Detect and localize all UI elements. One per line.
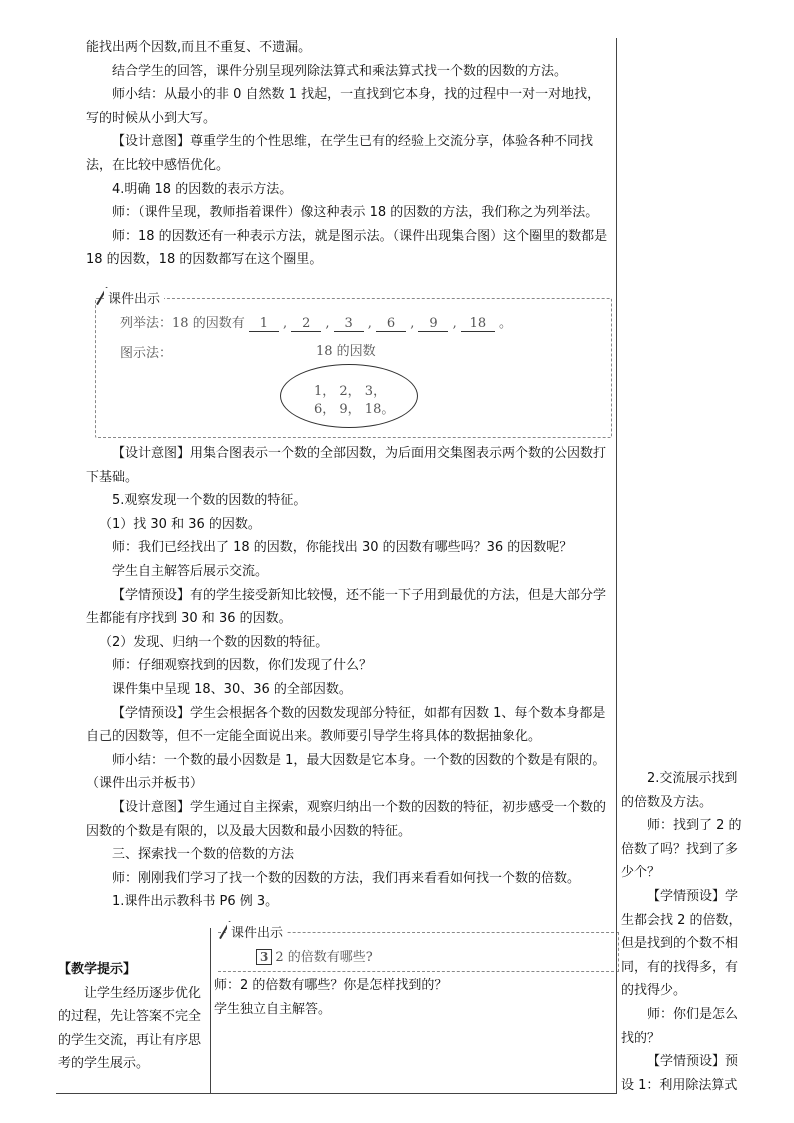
situation-preset: 【学情预设】有的学生接受新知比较慢，还不能一下子用到最优的方法，但是大部分学生都能有序找到 30 和 36 的因数。: [86, 587, 607, 627]
right-note: 【学情预设】预设 1：利用除法算式: [621, 1054, 739, 1093]
factor-blank: 18: [461, 316, 495, 332]
example-question-row: [256, 946, 373, 965]
teacher-summary: 师小结：一个数的最小因数是 1，最大因数是它本身。一个数的因数的个数是有限的。（课件出示并板书）: [86, 752, 606, 792]
diagram-method-label: 图示法：: [120, 346, 173, 361]
factor-blank: 9: [418, 316, 448, 332]
example-question: 2 的倍数有哪些?: [275, 950, 373, 965]
main-content-2: [86, 442, 612, 914]
set-values-2: 6， 9， 18。: [314, 402, 395, 417]
design-intent: 【设计意图】用集合图表示一个数的全部因数，为后面用交集图表示两个数的公因数打下基础。: [86, 446, 607, 485]
courseware-title: 课件出示: [104, 288, 164, 307]
bottom-rule: [56, 1093, 617, 1094]
teaching-tip-title: 【教学提示】: [58, 962, 137, 977]
sub-heading: （2）发现、归纳一个数的因数的特征。: [99, 634, 329, 650]
text-line: 师：仔细观察找到的因数，你们发现了什么？: [112, 658, 373, 674]
text-line: 学生自主解答后展示交流。: [112, 563, 269, 579]
factor-blank: 1: [249, 316, 279, 332]
text-line: 师：2 的倍数有哪些？你是怎样找到的？: [214, 978, 448, 993]
text-line: 能找出两个因数,而且不重复、不遗漏。: [86, 40, 312, 55]
teaching-tip: [58, 958, 208, 1076]
text-line: 学生独立自主解答。: [214, 1001, 332, 1017]
factor-blank: 6: [376, 316, 406, 332]
right-note: 师：你们是怎么找的？: [621, 1006, 739, 1046]
right-note: 【学情预设】学生都会找 2 的倍数，但是找到的个数不相同，有的找得多，有的找得少。: [621, 888, 742, 999]
text-line: 1.课件出示教科书 P6 例 3。: [112, 894, 279, 910]
right-note: 师：找到了 2 的倍数了吗？找到了多少个？: [621, 818, 742, 881]
text-line: 师小结：从最小的非 0 自然数 1 找起，一直找到它本身，找的过程中一对一对地找，写的时候从小到大写。: [86, 87, 601, 126]
list-method-text: 18 的因数有: [172, 316, 245, 331]
text-line: 师：刚刚我们学习了找一个数的因数的方法，我们再来看看如何找一个数的倍数。: [112, 870, 581, 886]
section-heading: 5.观察发现一个数的因数的特征。: [112, 493, 307, 509]
section-heading: 三、探索找一个数的倍数的方法: [112, 847, 295, 863]
factor-blank: 3: [334, 316, 364, 332]
right-notes: [621, 767, 747, 1097]
right-note: 2.交流展示找到的倍数及方法。: [621, 771, 738, 810]
text-line: 师：我们已经找出了 18 的因数，你能找出 30 的因数有哪些吗？36 的因数呢？: [112, 540, 573, 556]
tip-divider: [210, 928, 211, 1093]
main-content: [86, 36, 612, 272]
text-line: 师：（课件呈现，教师指着课件）像这种表示 18 的因数的方法，我们称之为列举法。: [112, 205, 599, 221]
design-intent: 【设计意图】尊重学生的个性思维，在学生已有的经验上交流分享，体验各种不同找法，在比较中感悟优化。: [86, 134, 594, 173]
example-badge: 3: [256, 949, 272, 965]
section-heading: 4.明确 18 的因数的表示方法。: [112, 181, 293, 197]
set-values-1: 1， 2， 3，: [314, 384, 387, 399]
sub-heading: （1）找 30 和 36 的因数。: [99, 516, 261, 532]
situation-preset: 【学情预设】学生会根据各个数的因数发现部分特征，如都有因数 1、每个数本身都是自己的因数等，但不一定能全面说出来。教师要引导学生将具体的数据抽象化。: [86, 705, 606, 745]
factor-blank: 2: [291, 316, 321, 332]
set-title: 18 的因数: [316, 344, 376, 359]
text-line: 结合学生的回答，课件分别呈现列除法算式和乘法算式找一个数的因数的方法。: [112, 63, 568, 79]
list-method-label: 列举法：: [120, 316, 173, 331]
list-method-row: 列举法：18 的因数有 1 , 2 , 3 , 6 , 9 , 18 。: [120, 316, 513, 331]
column-divider: [616, 38, 617, 1093]
text-line: 课件集中呈现 18、30、36 的全部因数。: [112, 681, 352, 697]
design-intent: 【设计意图】学生通过自主探索，观察归纳出一个数的因数的特征，初步感受一个数的因数的个数是有限的，以及最大因数和最小因数的特征。: [86, 799, 607, 839]
courseware-title: 课件出示: [227, 922, 287, 941]
teaching-tip-text: 让学生经历逐步优化的过程，先让答案不完全的学生交流，再让有序思考的学生展示。: [58, 985, 202, 1071]
main-content-3: [214, 974, 614, 1021]
text-line: 师：18 的因数还有一种表示方法，就是图示法。（课件出现集合图）这个圈里的数都是 18 的因数，18 的因数都写在这个圈里。: [86, 228, 608, 268]
